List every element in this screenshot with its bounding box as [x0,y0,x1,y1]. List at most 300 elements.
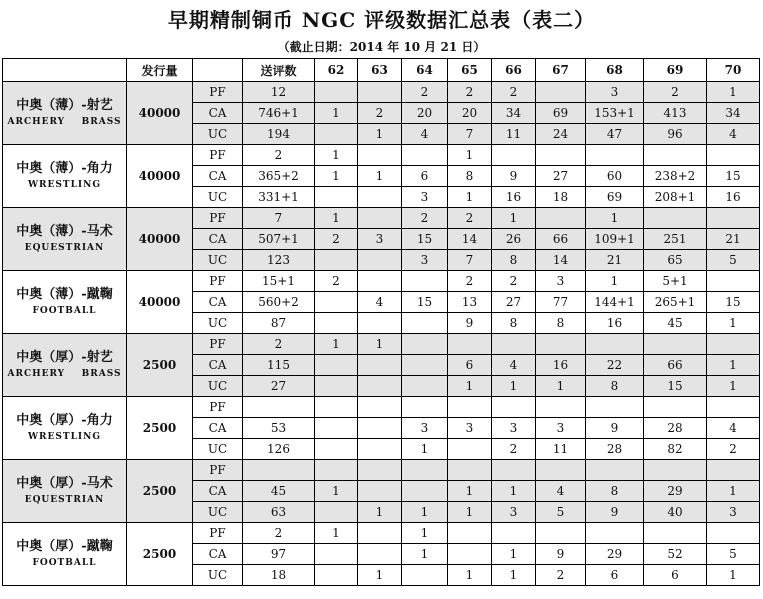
grade-count: 1 [492,376,536,397]
grade-count [402,271,448,292]
grade-count: 77 [536,292,586,313]
submission-count: 126 [243,439,315,460]
grade-label: UC [193,439,243,460]
table-row [3,145,760,166]
grade-label: CA [193,418,243,439]
grade-count: 11 [492,124,536,145]
grade-count: 1 [448,502,492,523]
grade-count: 8 [448,166,492,187]
coin-name-en: EQUESTRIAN [24,243,105,253]
grade-count [315,502,358,523]
grade-count: 11 [536,439,586,460]
grade-label: UC [193,313,243,334]
submission-count: 63 [243,502,315,523]
grade-count: 9 [536,544,586,565]
grade-count: 8 [536,313,586,334]
table-row [3,397,760,418]
coin-name-cell [3,460,127,523]
grade-count [358,376,402,397]
grade-count: 40 [644,502,707,523]
grade-count: 144+1 [586,292,644,313]
grade-count: 1 [402,439,448,460]
grade-count [358,250,402,271]
grade-count [448,334,492,355]
grade-count: 8 [492,313,536,334]
grade-count: 4 [492,355,536,376]
grade-count: 5+1 [644,271,707,292]
grade-count [315,250,358,271]
grade-count: 1 [448,187,492,208]
grade-count: 2 [402,82,448,103]
grade-count [402,376,448,397]
grade-count [315,187,358,208]
coin-name-cell [3,82,127,145]
grade-count [358,208,402,229]
submission-count [243,397,315,418]
grade-count [586,334,644,355]
grade-count [707,271,760,292]
grade-count [358,145,402,166]
grade-count: 1 [315,481,358,502]
grade-count [315,292,358,313]
grade-count: 69 [586,187,644,208]
grade-label: UC [193,124,243,145]
grade-count [402,145,448,166]
grade-count [358,439,402,460]
grade-count [536,82,586,103]
grade-count [536,334,586,355]
issue-quantity: 40000 [127,145,193,208]
grade-count [644,334,707,355]
grade-count: 96 [644,124,707,145]
grade-label: PF [193,334,243,355]
grade-count: 1 [358,124,402,145]
grade-count: 1 [586,208,644,229]
grade-count: 1 [315,208,358,229]
coin-name-cn: 中奥（厚）-蹴鞠 [16,539,113,554]
header-cell [193,59,243,82]
header-cell: 62 [315,59,358,82]
submission-count: 2 [243,523,315,544]
grade-count: 27 [536,166,586,187]
issue-quantity: 2500 [127,523,193,586]
submission-count: 560+2 [243,292,315,313]
grading-table [2,58,760,586]
coin-name-en: WRESTLING [27,432,102,442]
grade-count: 1 [492,565,536,586]
grade-count [315,355,358,376]
grade-count [402,334,448,355]
grade-count: 3 [402,250,448,271]
coin-name-en: EQUESTRIAN [24,495,105,505]
grade-count: 21 [707,229,760,250]
grade-count: 2 [492,82,536,103]
grade-label: UC [193,250,243,271]
grade-count: 7 [448,250,492,271]
grade-count: 47 [586,124,644,145]
grade-count [315,460,358,481]
grade-count: 52 [644,544,707,565]
header-cell: 发行量 [127,59,193,82]
grade-count [315,397,358,418]
grade-count: 6 [644,565,707,586]
coin-name-cn: 中奥（薄）-射艺 [16,98,113,113]
submission-count: 87 [243,313,315,334]
grade-count: 82 [644,439,707,460]
grade-label: CA [193,166,243,187]
grade-count: 413 [644,103,707,124]
grade-count: 22 [586,355,644,376]
header-cell: 63 [358,59,402,82]
coin-name-en: ARCHERY BRASS [7,369,122,379]
submission-count: 507+1 [243,229,315,250]
grade-count: 15 [707,292,760,313]
grade-count: 3 [536,418,586,439]
grade-count: 1 [707,82,760,103]
grade-count [644,397,707,418]
grade-count: 69 [536,103,586,124]
grade-count: 2 [358,103,402,124]
table-row [3,334,760,355]
grade-count [536,208,586,229]
grade-count: 1 [707,376,760,397]
grade-count: 1 [707,313,760,334]
grade-count [707,334,760,355]
grade-label: CA [193,481,243,502]
grade-count [402,565,448,586]
grade-count: 1 [492,544,536,565]
grade-label: UC [193,376,243,397]
grade-count [358,544,402,565]
grade-count: 2 [492,271,536,292]
page-title: 早期精制铜币 NGC 评级数据汇总表（表二） [167,8,596,32]
header-cell: 67 [536,59,586,82]
issue-quantity: 2500 [127,334,193,397]
grade-count: 4 [536,481,586,502]
grade-count [536,523,586,544]
submission-count: 2 [243,334,315,355]
grade-count: 8 [586,481,644,502]
grade-count: 1 [492,208,536,229]
grade-count: 1 [315,334,358,355]
grade-count [448,544,492,565]
grade-count: 16 [586,313,644,334]
grade-count [492,145,536,166]
grade-count: 2 [315,229,358,250]
grade-count: 1 [448,145,492,166]
submission-count: 27 [243,376,315,397]
grade-count: 3 [492,502,536,523]
grade-count [707,397,760,418]
submission-count: 45 [243,481,315,502]
coin-name-cell [3,271,127,334]
grade-count: 1 [402,544,448,565]
grade-count: 2 [315,271,358,292]
grade-count: 3 [448,418,492,439]
issue-quantity: 2500 [127,397,193,460]
grade-label: CA [193,292,243,313]
grade-count: 16 [536,355,586,376]
grade-count: 14 [536,250,586,271]
grade-label: CA [193,103,243,124]
coin-name-cn: 中奥（厚）-射艺 [16,350,113,365]
coin-name-cell [3,397,127,460]
grade-count: 6 [586,565,644,586]
grade-count: 4 [707,418,760,439]
grade-count [586,397,644,418]
grade-count: 16 [707,187,760,208]
grade-count: 238+2 [644,166,707,187]
grade-count: 208+1 [644,187,707,208]
grade-count: 2 [402,208,448,229]
coin-name-cn: 中奥（厚）-角力 [16,413,113,428]
grade-count: 3 [586,82,644,103]
grade-count: 15 [402,229,448,250]
submission-count: 2 [243,145,315,166]
grade-count: 66 [536,229,586,250]
grade-label: PF [193,208,243,229]
grade-count: 18 [536,187,586,208]
coin-name-cn: 中奥（薄）-蹴鞠 [16,287,113,302]
submission-count: 53 [243,418,315,439]
grade-count [402,460,448,481]
grade-count [402,355,448,376]
header-row [3,59,760,82]
grade-count: 6 [402,166,448,187]
grade-count: 14 [448,229,492,250]
grade-count [402,397,448,418]
grade-count: 1 [315,166,358,187]
grade-count: 1 [402,523,448,544]
grade-count: 1 [586,271,644,292]
grade-label: CA [193,229,243,250]
page-subtitle: （截止日期：2014 年 10 月 21 日） [277,40,486,54]
submission-count: 12 [243,82,315,103]
grade-count: 20 [402,103,448,124]
grade-count [492,334,536,355]
grade-count: 26 [492,229,536,250]
grade-count: 1 [358,334,402,355]
grade-count [315,124,358,145]
grade-count: 4 [707,124,760,145]
grade-count [492,460,536,481]
grade-count [358,187,402,208]
grade-count: 15 [707,166,760,187]
grade-count [707,145,760,166]
grade-count [358,355,402,376]
grade-count: 28 [644,418,707,439]
grade-label: PF [193,397,243,418]
grade-count [448,397,492,418]
grade-count [315,565,358,586]
coin-name-cn: 中奥（厚）-马术 [16,476,113,491]
grade-count: 1 [315,145,358,166]
issue-quantity: 40000 [127,271,193,334]
grade-count: 153+1 [586,103,644,124]
submission-count: 123 [243,250,315,271]
grade-count [358,523,402,544]
grade-count: 2 [492,439,536,460]
grade-count: 3 [358,229,402,250]
grade-count: 6 [448,355,492,376]
header-cell: 68 [586,59,644,82]
coin-name-en: FOOTBALL [32,306,97,316]
table-row [3,82,760,103]
grade-count [448,460,492,481]
header-cell: 65 [448,59,492,82]
grade-label: PF [193,523,243,544]
header-cell [3,59,127,82]
grade-count [402,313,448,334]
grade-count [536,397,586,418]
grade-count: 8 [586,376,644,397]
grade-count: 60 [586,166,644,187]
table-row [3,460,760,481]
grade-count: 66 [644,355,707,376]
grade-count [402,481,448,502]
grade-count: 1 [536,376,586,397]
grade-count: 7 [448,124,492,145]
grade-label: PF [193,460,243,481]
grade-count [315,376,358,397]
grade-count: 1 [707,481,760,502]
grade-count [448,523,492,544]
grade-count: 9 [586,502,644,523]
coin-name-cell [3,208,127,271]
grade-count [707,523,760,544]
submission-count: 331+1 [243,187,315,208]
grade-count [358,397,402,418]
grade-count [644,208,707,229]
header-cell: 送评数 [243,59,315,82]
submission-count: 7 [243,208,315,229]
grade-count [707,460,760,481]
grade-count: 3 [536,271,586,292]
submission-count: 115 [243,355,315,376]
grade-count [358,481,402,502]
grade-count [492,523,536,544]
grade-count [315,82,358,103]
grade-label: UC [193,187,243,208]
grade-count: 1 [448,481,492,502]
grade-label: UC [193,565,243,586]
grade-count: 5 [536,502,586,523]
grade-label: PF [193,271,243,292]
grade-count: 24 [536,124,586,145]
grade-label: PF [193,145,243,166]
grade-count: 265+1 [644,292,707,313]
grade-count: 15 [644,376,707,397]
header-cell: 70 [707,59,760,82]
table-row [3,271,760,292]
grade-count: 3 [402,418,448,439]
grade-count: 34 [492,103,536,124]
grade-count: 2 [644,82,707,103]
grade-count [315,544,358,565]
coin-name-cell [3,145,127,208]
grade-count: 109+1 [586,229,644,250]
grade-count [536,145,586,166]
coin-name-cn: 中奥（薄）-角力 [16,161,113,176]
grade-count: 45 [644,313,707,334]
grade-count [586,523,644,544]
issue-quantity: 40000 [127,208,193,271]
grade-count: 1 [358,166,402,187]
grade-count [586,145,644,166]
grade-count [358,460,402,481]
grade-count [358,418,402,439]
coin-name-en: FOOTBALL [32,558,97,568]
grade-count: 29 [586,544,644,565]
grade-count: 9 [586,418,644,439]
grade-count: 15 [402,292,448,313]
grade-count [492,397,536,418]
coin-name-cell [3,523,127,586]
coin-name-en: WRESTLING [27,180,102,190]
grade-count: 1 [358,502,402,523]
grade-count [358,82,402,103]
grade-count: 29 [644,481,707,502]
grade-count: 3 [707,502,760,523]
grade-count [358,313,402,334]
grade-count: 8 [492,250,536,271]
grade-count: 13 [448,292,492,313]
grade-label: CA [193,544,243,565]
grade-count [358,271,402,292]
grade-count [644,460,707,481]
grade-count: 9 [492,166,536,187]
grade-count: 5 [707,544,760,565]
grade-count: 1 [448,565,492,586]
grade-label: PF [193,82,243,103]
grade-count: 3 [492,418,536,439]
coin-name-cn: 中奥（薄）-马术 [16,224,113,239]
submission-count: 18 [243,565,315,586]
grade-count: 16 [492,187,536,208]
coin-name-en: ARCHERY BRASS [7,117,122,127]
grade-count: 21 [586,250,644,271]
grade-count: 1 [448,376,492,397]
grade-count: 65 [644,250,707,271]
grade-count: 1 [402,502,448,523]
grade-count: 1 [492,481,536,502]
table-row [3,208,760,229]
grade-count: 3 [402,187,448,208]
grade-count: 9 [448,313,492,334]
grade-count [644,145,707,166]
issue-quantity: 40000 [127,82,193,145]
submission-count: 194 [243,124,315,145]
header-cell: 69 [644,59,707,82]
grade-label: CA [193,355,243,376]
grade-count: 1 [315,523,358,544]
grade-count [448,439,492,460]
issue-quantity: 2500 [127,460,193,523]
grade-count [536,460,586,481]
header-cell: 66 [492,59,536,82]
grade-count: 34 [707,103,760,124]
grade-count: 251 [644,229,707,250]
grade-count [644,523,707,544]
grade-count: 20 [448,103,492,124]
grade-count: 2 [448,82,492,103]
grade-count [707,208,760,229]
coin-name-cell [3,334,127,397]
grade-count [315,418,358,439]
submission-count: 365+2 [243,166,315,187]
grade-count: 4 [402,124,448,145]
submission-count [243,460,315,481]
